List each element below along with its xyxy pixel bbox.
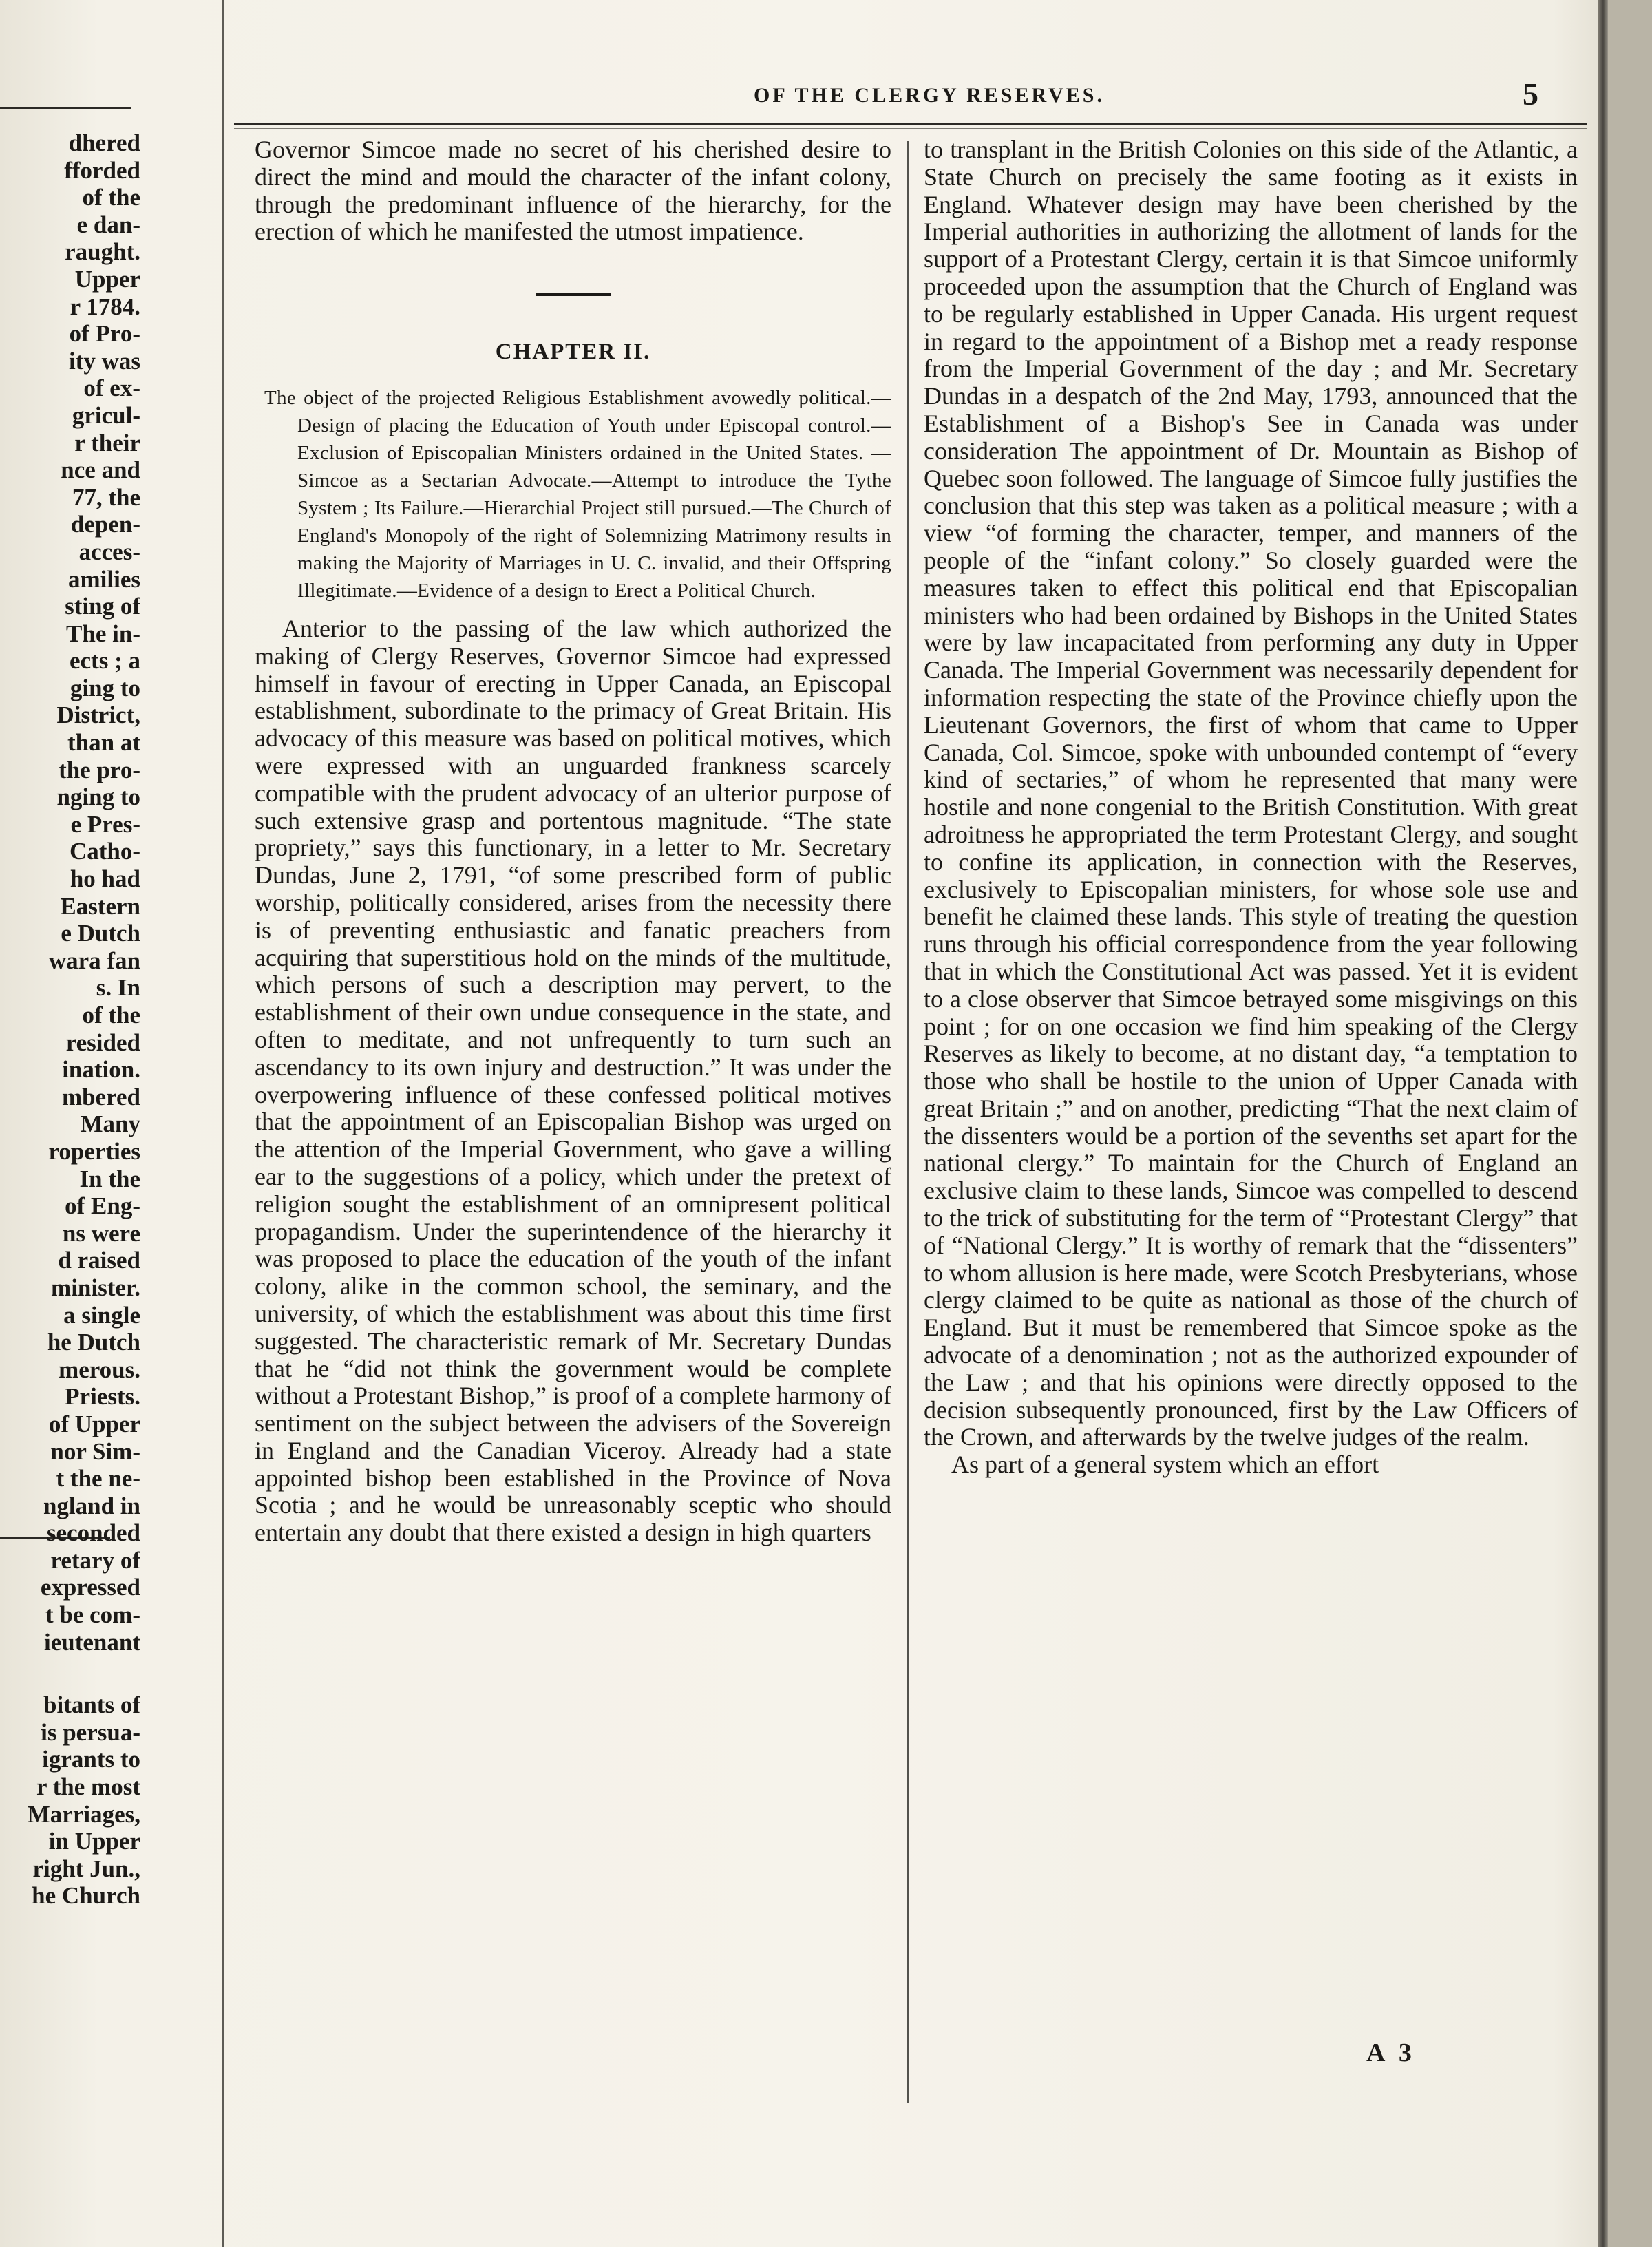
closing-line: As part of a general system which an effort (951, 1450, 1379, 1479)
fragment-line: s. In (96, 974, 140, 1002)
fragment-line: bitants of (43, 1691, 140, 1719)
fragment-line: nor Sim- (50, 1437, 140, 1465)
fragment-line: ects ; a (69, 647, 140, 675)
left-column-fragments (3, 129, 140, 1910)
middle-column (255, 136, 891, 1547)
fragment-line: d raised (58, 1247, 140, 1274)
fragment-line: he Church (32, 1882, 140, 1910)
fragment-line: sting of (65, 593, 140, 620)
fragment-line: ieutenant (44, 1628, 140, 1656)
fragment-line: the pro- (59, 756, 140, 783)
left-header-rule (0, 107, 131, 109)
fragment-line: e dan- (76, 211, 140, 238)
section-divider (536, 293, 611, 296)
fragment-line: is persua- (41, 1718, 140, 1746)
fragment-line: Marriages, (27, 1800, 140, 1828)
fragment-line: nce and (61, 456, 140, 484)
fragment-line: ho had (70, 865, 140, 893)
fragment-line: Catho- (69, 838, 140, 865)
fragment-line: e Dutch (61, 920, 140, 947)
fragment-line: in Upper (48, 1828, 140, 1855)
column-rule (907, 141, 909, 2103)
fragment-line: seconded (46, 1519, 140, 1547)
fragment-line: of ex- (83, 374, 140, 402)
header-rule (234, 123, 1587, 125)
fragment-line: right Jun., (32, 1855, 140, 1882)
fragment-line: ity was (68, 347, 140, 374)
fragment-line: nging to (56, 783, 140, 811)
running-head: OF THE CLERGY RESERVES. (754, 84, 1105, 107)
fragment-line: mbered (61, 1083, 140, 1110)
binding-strip (1608, 0, 1652, 2247)
fragment-line: igrants to (42, 1746, 140, 1773)
page-edge (1598, 0, 1608, 2247)
fragment-line: of Upper (48, 1410, 140, 1437)
fragment-line: r their (74, 429, 140, 456)
fragment-line: e Pres- (70, 810, 140, 838)
opening-paragraph: Governor Simcoe made no secret of his cherished desire to direct the mind and mould the character of the infant colony, through the predominant influence of the hierarchy, for the erection of which he manifested the utmost impatience. (255, 136, 891, 246)
fragment-line: ging to (70, 674, 140, 701)
fragment-line: gricul- (72, 401, 140, 429)
fragment-line: wara fan (48, 947, 140, 974)
fragment-line: ngland in (43, 1492, 140, 1519)
fragment-line: Priests. (65, 1383, 140, 1411)
signature-mark: A 3 (1366, 2038, 1416, 2067)
fragment-line: of Eng- (65, 1192, 140, 1220)
body-paragraph: Anterior to the passing of the law which authorized the making of Clergy Reserves, Governor Simcoe had expressed himself in favour of erecting in Upper Canada, an Episcopal establishment, subordinate to the primacy of Great Britain. His advocacy of this measure was based on political motives, which were expressed with an unguarded frankness scarcely compatible with the prudent advocacy of an ulterior purpose of such extensive grasp and portentous magnitude. “The state propriety,” says this functionary, in a letter to Mr. Secretary Dundas, June 2, 1791, “of some prescribed form of public worship, politically considered, arises from the necessity there is of preventing enthusiastic and fanatic preachers from acquiring that superstitious hold on the minds of the multitude, which persons of such a description may pervert, to the establishment of their own undue consequence in the state, and often to meditate, and not unfrequently to turn such an ascendancy to its own injury and destruction.” It was under the overpowering influence of these confessed political motives that the appointment of an Episcopalian Bishop was urged on the attention of the Imperial Government, who gave a willing ear to the suggestions of a policy, which under the pretext of religion sought the establishment of an omnipresent political propagandism. Under the superintendence of the hierarchy it was proposed to place the education of the youth of the infant colony, alike in the common school, the seminary, and the university, of which the establishment was about this time first suggested. The characteristic remark of Mr. Secretary Dundas that he “did not think the government would be complete without a Protestant Bishop,” is proof of a complete harmony of sentiment on the subject between the advisers of the Sovereign in England and the Canadian Viceroy. Already had a state appointed bishop been established in the Province of Nova Scotia ; and he would be unreasonably sceptic who should entertain any doubt that there existed a design in high quarters (255, 614, 891, 1547)
fragment-line: Many (80, 1110, 140, 1138)
fragment-line: a single (63, 1301, 140, 1329)
fragment-line: r the most (36, 1773, 140, 1801)
fragment-line: than at (67, 729, 140, 757)
fragment-gap (3, 1656, 140, 1691)
fragment-line: of the (82, 184, 140, 211)
fragment-line: he Dutch (47, 1329, 140, 1356)
fragment-line: dhered (68, 129, 140, 156)
fragment-line: of the (82, 1002, 140, 1028)
fragment-line: t the ne- (56, 1465, 140, 1492)
fragment-line: Eastern (60, 892, 140, 920)
chapter-synopsis: The object of the projected Religious Establishment avowedly political.—Design of placing the Education of Youth under Episcopal control.—Exclusion of Episcopalian Ministers ordained in the United States. —Simcoe as a Sectarian Advocate.—Attempt to introduce the Tythe System ; Its Failure.—Hierarchial Project still pursued.—The Church of England's Monopoly of the right of Solemnizing Matrimony results in making the Majority of Marriages in U. C. invalid, and their Offspring Illegitimate.—Evidence of a design to Erect a Political Church. (264, 386, 891, 602)
fragment-line: roperties (48, 1137, 140, 1165)
fragment-line: ination. (62, 1056, 140, 1084)
fragment-line: raught. (65, 238, 140, 266)
fragment-line: District, (56, 701, 140, 729)
gutter-line (222, 0, 224, 2247)
fragment-line: acces- (78, 538, 140, 565)
chapter-heading: CHAPTER II. (495, 339, 651, 365)
header-rule-thin (234, 128, 1587, 129)
fragment-line: merous. (59, 1355, 140, 1383)
right-column (924, 136, 1578, 1479)
fragment-line: ns were (62, 1219, 140, 1247)
fragment-line: Upper (74, 265, 140, 293)
fragment-line: fforded (64, 156, 140, 184)
fragment-line: r 1784. (70, 293, 140, 320)
fragment-line: The in- (66, 620, 140, 647)
fragment-line: t be com- (45, 1601, 140, 1629)
fragment-line: amilies (68, 565, 140, 593)
fragment-line: expressed (40, 1574, 140, 1601)
fragment-line: depen- (70, 511, 140, 538)
fragment-line: 77, the (72, 483, 140, 511)
fragment-line: minister. (51, 1274, 140, 1301)
page-number: 5 (1523, 76, 1538, 112)
continued-paragraph: to transplant in the British Colonies on this side of the Atlantic, a State Church on precisely the same footing as it exists in England. Whatever design may have been cherished by the Imperial authorities in authorizing the allotment of lands for the support of a Protestant Clergy, certain it is that Simcoe uniformly proceeded upon the assumption that the Church of England was to be regularly established in Upper Canada. His urgent request in regard to the appointment of a Bishop met a ready response from the Imperial Government of the day ; and Mr. Secretary Dundas in a despatch of the 2nd May, 1793, announced that the Establishment of a Bishop's See in Canada was under consideration The appointment of Dr. Mountain as Bishop of Quebec soon followed. The language of Simcoe fully justifies the conclusion that this step was taken as a political measure ; with a view “of forming the character, temper, and manners of the people of the “infant colony.” So closely guarded were the measures taken to effect this political end that Episcopalian ministers who had been ordained by Bishops in the United States were by law incapacitated from performing any duty in Upper Canada. The Imperial Government was necessarily dependent for information respecting the state of the Province chiefly upon the Lieutenant Governors, the first of whom that came to Upper Canada, Col. Simcoe, spoke with unbounded contempt of “every kind of sectaries,” of whom he represented that many were hostile and none congenial to the British Constitution. With great adroitness he appropriated the term Protestant Clergy, and sought to confine its application, in connection with the Reserves, exclusively to Episcopalian ministers, for whose sole use and benefit he claimed these lands. This style of treating the question runs through his official correspondence from the year following that in which the Constitutional Act was passed. Yet it is evident to a close observer that Simcoe betrayed some misgivings on this point ; for on one occasion we find him speaking of the Clergy Reserves as likely to become, at no distant day, “a temptation to those who shall be hostile to the union of Upper Canada with great Britain ;” and on another, predicting “That the next claim of the dissenters would be a portion of the sevenths set apart for the national clergy.” To maintain for the Church of England an exclusive claim to these lands, Simcoe was compelled to descend to the trick of substituting for the term of “Protestant Clergy” that of “National Clergy.” It is worthy of remark that the “dissenters” to whom allusion is here made, were Scotch Presbyterians, whose clergy claimed to be quite as national as those of the church of England. But it must be remembered that Simcoe spoke as the advocate of a denomination ; not as the authorized expounder of the Law ; and that his opinions were directly opposed to the decision subsequently pronounced, first by the Law Officers of the Crown, and afterwards by the twelve judges of the realm. (924, 136, 1578, 1451)
fragment-line: In the (79, 1165, 140, 1192)
fragment-line: resided (65, 1028, 140, 1056)
fragment-line: retary of (50, 1546, 140, 1574)
fragment-line: of Pro- (69, 320, 140, 348)
